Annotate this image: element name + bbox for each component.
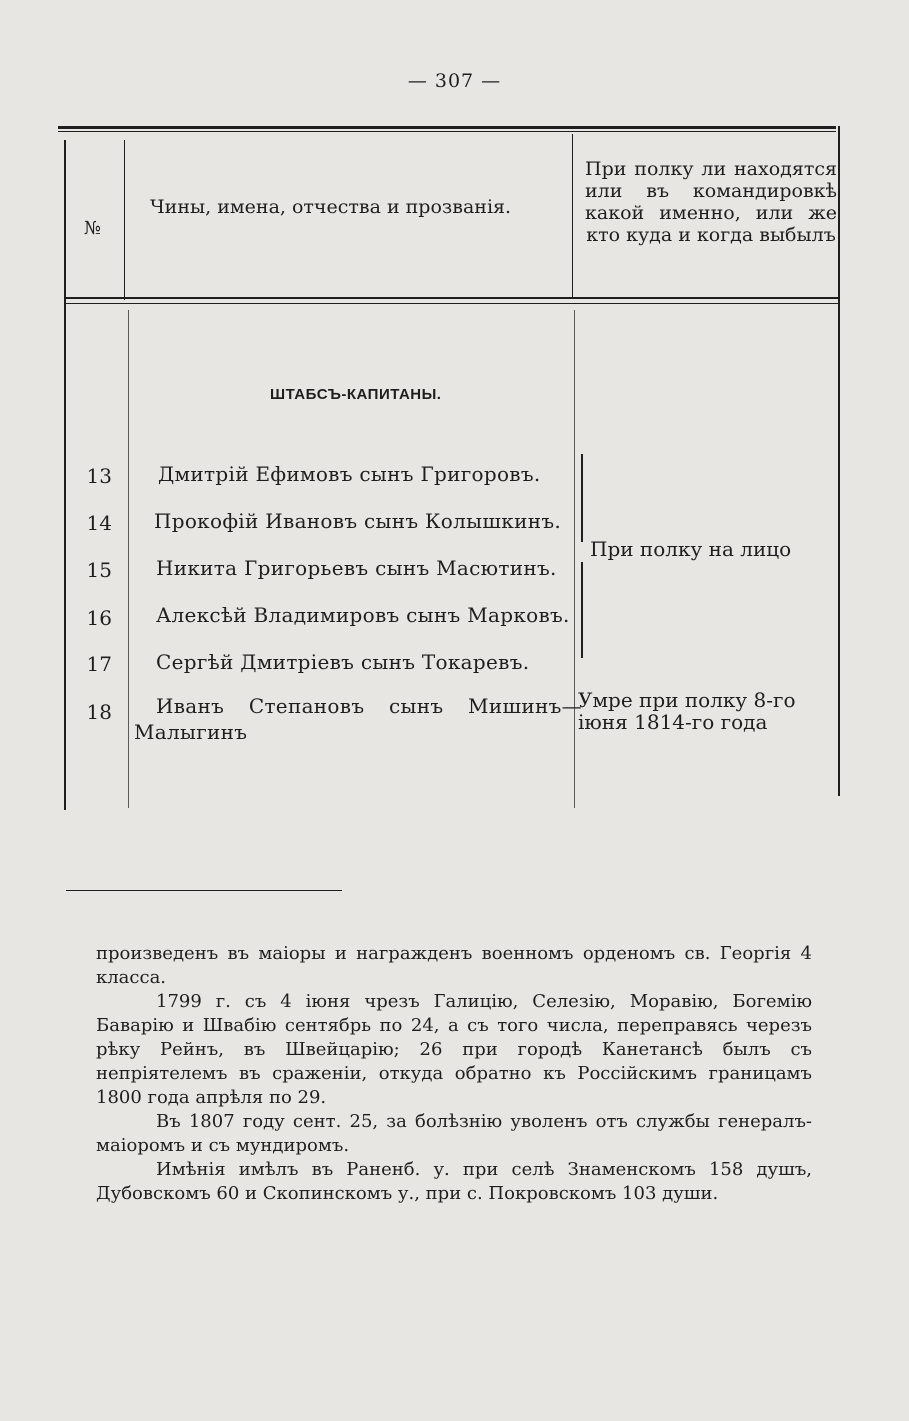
footnote-paragraph: произведенъ въ маіоры и награжденъ военномъ орденомъ св. Георгія 4 класса. xyxy=(96,943,812,988)
header-rule-1 xyxy=(64,297,838,299)
row-number: 14 xyxy=(86,511,112,535)
col-divider-2 xyxy=(572,134,573,298)
row-number: 17 xyxy=(86,652,112,676)
row-number: 15 xyxy=(86,558,112,582)
header-status: При полку ли находятся или въ командировкѣ какой именно, или же кто куда и когда выбылъ xyxy=(585,158,837,246)
footnote-paragraph: 1799 г. съ 4 іюня чрезъ Галицію, Селезію, Моравію, Богемію Баварію и Швабію сентябрь по 24, а съ того числа, переправясь черезъ рѣку Рейнъ, въ Швейцарію; 26 при городѣ Канетансѣ былъ съ непріятелемъ въ сраженіи, откуда обратно къ Россійскимъ границамъ 1800 года апрѣля по 29. xyxy=(96,991,812,1108)
group-status: При полку на лицо xyxy=(590,537,792,561)
page-number: — 307 — xyxy=(407,70,502,92)
row-name: Прокофій Ивановъ сынъ Колышкинъ. xyxy=(154,509,562,533)
group-brace-upper xyxy=(581,454,583,542)
col-divider-1 xyxy=(124,140,125,300)
row-name: Дмитрій Ефимовъ сынъ Григоровъ. xyxy=(158,462,541,486)
top-rule xyxy=(58,126,836,129)
row-number: 18 xyxy=(86,700,112,724)
left-border xyxy=(64,140,66,810)
right-border xyxy=(838,126,840,796)
row-name: Никита Григорьевъ сынъ Масютинъ. xyxy=(156,556,557,580)
header-number: № xyxy=(84,218,102,239)
row-name: Иванъ Степановъ сынъ Мишинъ— xyxy=(156,694,582,718)
row-number: 13 xyxy=(86,464,112,488)
body-divider-2 xyxy=(574,310,575,808)
footnote-separator xyxy=(66,890,342,891)
top-rule-thin xyxy=(58,131,836,132)
section-title: ШТАБСЪ-КАПИТАНЫ. xyxy=(270,386,442,403)
footnote-paragraph: Въ 1807 году сент. 25, за болѣзнію уволенъ отъ службы генералъ-маіоромъ и съ мундиромъ. xyxy=(96,1111,812,1156)
row-name: Сергѣй Дмитріевъ сынъ Токаревъ. xyxy=(156,650,530,674)
row-name: Алексѣй Владимировъ сынъ Марковъ. xyxy=(156,603,570,627)
body-divider-1 xyxy=(128,310,129,808)
header-rule-2 xyxy=(64,303,838,304)
row18-status-line2: іюня 1814-го года xyxy=(578,710,768,734)
group-brace-lower xyxy=(581,562,583,658)
row-name-continuation: Малыгинъ xyxy=(134,720,248,744)
header-names: Чины, имена, отчества и прозванія. xyxy=(150,196,512,218)
footnote xyxy=(96,942,812,1206)
row18-status-line1: Умре при полку 8-го xyxy=(578,688,796,712)
footnote-paragraph: Имѣнія имѣлъ въ Раненб. у. при селѣ Знаменскомъ 158 душъ, Дубовскомъ 60 и Скопинскомъ у., при с. Покровскомъ 103 души. xyxy=(96,1159,812,1204)
row-number: 16 xyxy=(86,606,112,630)
